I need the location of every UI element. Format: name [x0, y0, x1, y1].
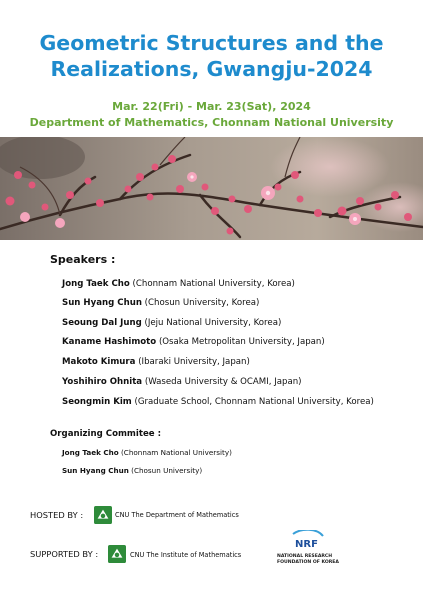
speaker-name: Seongmin Kim — [62, 397, 132, 407]
speakers-heading: Speakers : — [50, 253, 116, 266]
poster-title — [0, 30, 423, 82]
cnu-logo-icon — [108, 545, 126, 563]
speaker-name: Makoto Kimura — [62, 357, 136, 367]
event-venue: Department of Mathematics, Chonnam National University — [29, 116, 394, 129]
organizer-item — [62, 448, 232, 457]
nrf-mark-text: NRF — [295, 539, 318, 550]
speaker-item — [62, 357, 250, 367]
speaker-item — [62, 337, 325, 347]
title-line-2: Realizations, Gwangju-2024 — [50, 57, 373, 81]
cnu-logo-icon — [94, 506, 112, 524]
nrf-name-line-1: NATIONAL RESEARCH — [277, 554, 333, 559]
speaker-affiliation: (Graduate School, Chonnam National University, Korea) — [134, 397, 374, 407]
blossom-photo — [0, 137, 423, 240]
hosted-by-label: HOSTED BY : — [30, 510, 84, 520]
speaker-item — [62, 298, 259, 308]
speaker-affiliation: (Ibaraki University, Japan) — [138, 357, 250, 367]
speaker-affiliation: (Jeju National University, Korea) — [144, 318, 282, 328]
speaker-name: Yoshihiro Ohnita — [62, 377, 143, 387]
speaker-affiliation: (Osaka Metropolitan University, Japan) — [158, 337, 325, 347]
plum-blossom-banner — [0, 137, 423, 240]
organizer-name: Sun Hyang Chun — [62, 466, 129, 475]
speaker-item — [62, 279, 295, 289]
organizer-affiliation: (Chonnam National University) — [121, 448, 232, 457]
speaker-name: Seoung Dal Jung — [62, 318, 142, 328]
nrf-name — [277, 554, 339, 566]
speaker-item — [62, 318, 281, 328]
organizer-affiliation: (Chosun University) — [131, 466, 203, 475]
speaker-affiliation: (Waseda University & OCAMI, Japan) — [144, 377, 302, 387]
organizer-name: Jong Taek Cho — [62, 448, 119, 457]
speaker-name: Kaname Hashimoto — [62, 337, 157, 347]
supported-by-text: CNU The Institute of Mathematics — [130, 551, 242, 559]
nrf-name-line-2: FOUNDATION OF KOREA — [277, 560, 339, 565]
speaker-item — [62, 377, 302, 387]
nrf-mark-icon — [291, 530, 325, 550]
nrf-logo — [277, 530, 367, 570]
organizing-committee-heading: Organizing Commitee : — [50, 429, 162, 439]
event-dates: Mar. 22(Fri) - Mar. 23(Sat), 2024 — [112, 100, 311, 113]
speaker-item — [62, 397, 374, 407]
organizer-item — [62, 466, 202, 475]
hosted-by-text: CNU The Department of Mathematics — [115, 511, 239, 519]
speaker-affiliation: (Chosun University, Korea) — [144, 298, 260, 308]
supported-by-label: SUPPORTED BY : — [30, 549, 99, 559]
speaker-name: Sun Hyang Chun — [62, 298, 142, 308]
title-line-1: Geometric Structures and the — [39, 31, 384, 55]
speaker-affiliation: (Chonnam National University, Korea) — [132, 279, 295, 289]
speaker-name: Jong Taek Cho — [62, 279, 130, 289]
